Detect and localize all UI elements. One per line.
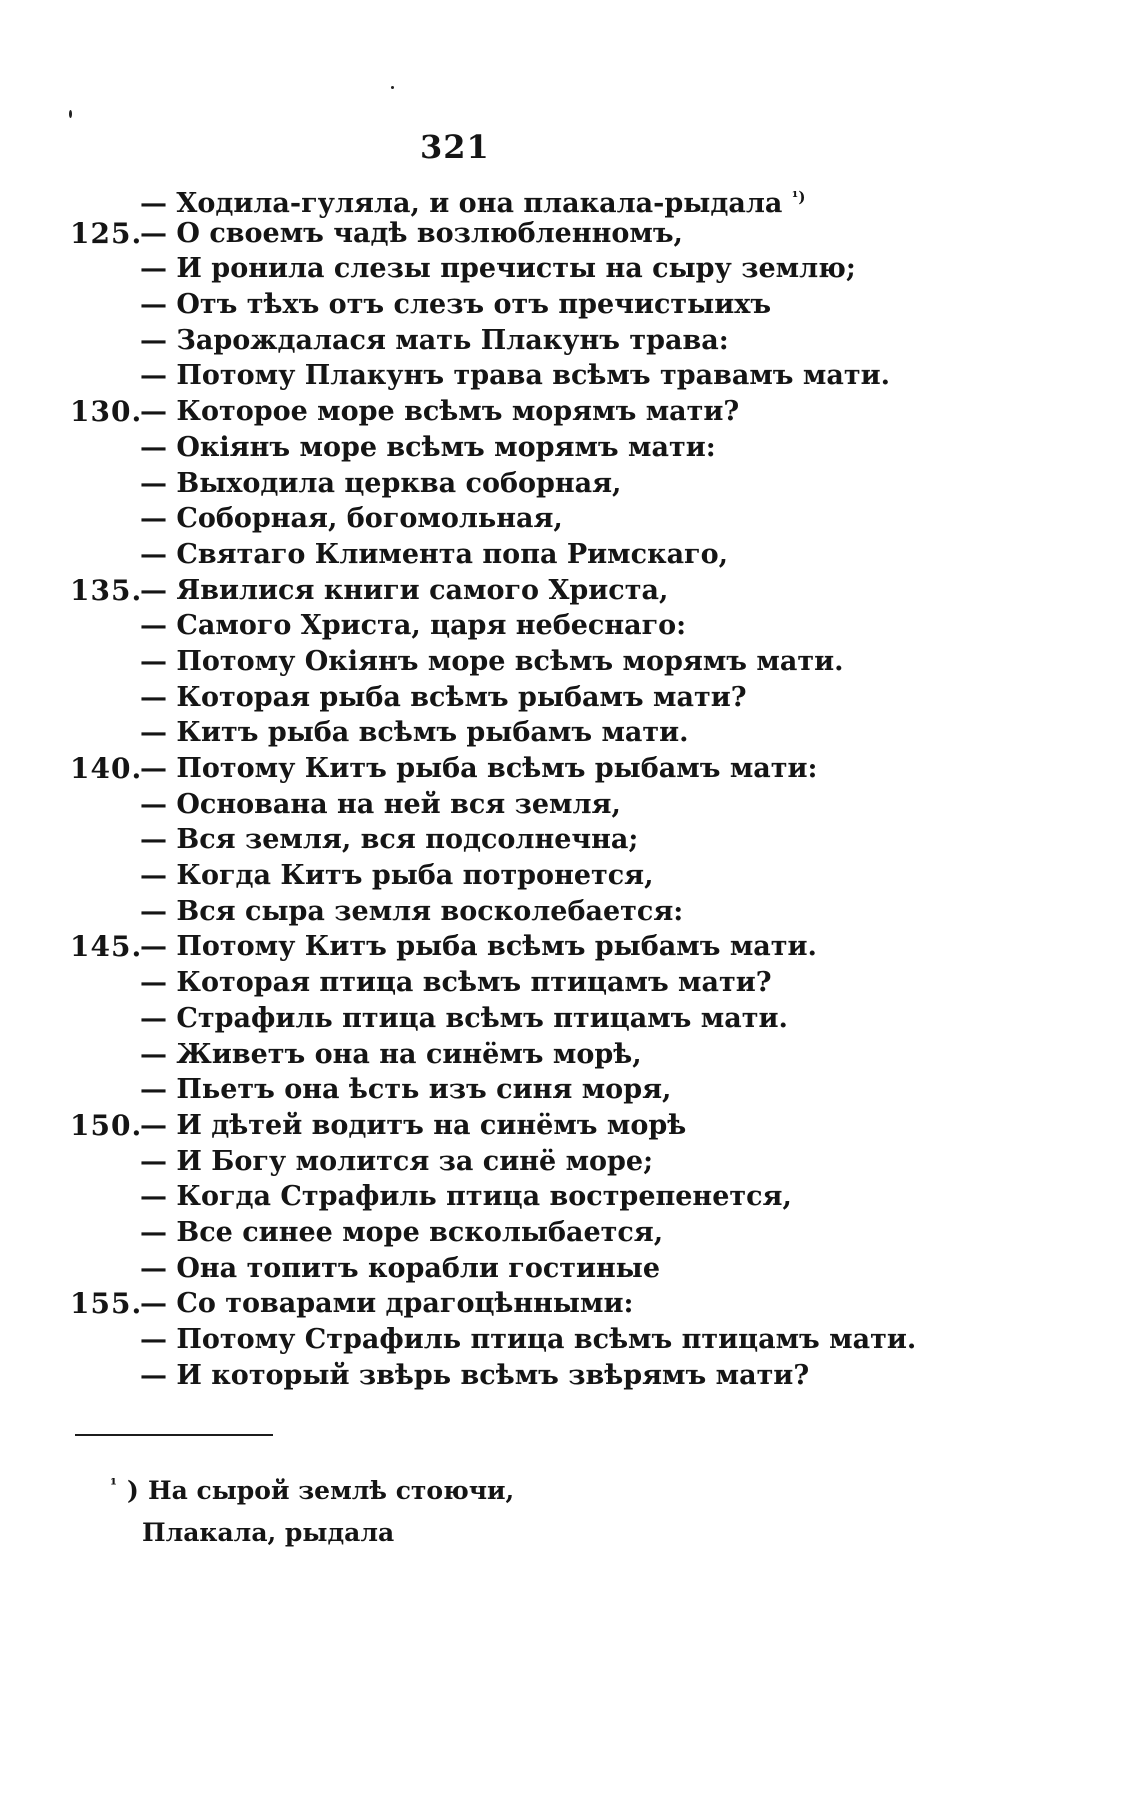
verse-line — [0, 822, 1140, 858]
footnote-reference[interactable]: ¹) — [791, 188, 806, 206]
verse-text — [140, 858, 654, 894]
verse-text-body: — Которое море всѣмъ морямъ мати? — [140, 396, 740, 428]
footnote-marker-paren: ) — [127, 1476, 139, 1505]
verse-text — [140, 644, 844, 680]
verse-line — [0, 216, 1140, 252]
verse-line-number: 150. — [70, 1108, 143, 1142]
verse-line — [0, 1144, 1140, 1180]
verse-line-number: 125. — [70, 216, 143, 250]
verse-text — [140, 1144, 653, 1180]
verse-text-body: — Потому Китъ рыба всѣмъ рыбамъ мати. — [140, 931, 817, 963]
verse-line — [0, 287, 1140, 323]
verse-line — [0, 1001, 1140, 1037]
verse-line — [0, 430, 1140, 466]
verse-text-body: — Живетъ она на синёмъ морѣ, — [140, 1038, 642, 1070]
verse-line-number: 130. — [70, 395, 143, 429]
verse-list — [0, 180, 1140, 1393]
verse-text-body: — Все синее море всколыбается, — [140, 1216, 664, 1248]
verse-text — [140, 1251, 660, 1287]
footnote-text: На сырой землѣ стоючи, — [148, 1476, 515, 1505]
verse-text-body: — Вся земля, вся подсолнечна; — [140, 824, 639, 856]
verse-line — [0, 1322, 1140, 1358]
verse-text — [140, 287, 771, 323]
verse-text-body: — Окіянъ море всѣмъ морямъ мати: — [140, 431, 716, 463]
verse-text-body: — Потому Китъ рыба всѣмъ рыбамъ мати: — [140, 753, 818, 784]
verse-text-body: — И который звѣрь всѣмъ звѣрямъ мати? — [140, 1359, 810, 1391]
footnote-line — [0, 1470, 1140, 1512]
verse-line — [0, 1251, 1140, 1287]
verse-line — [0, 1108, 1140, 1144]
verse-text-body: — И Богу молится за синё море; — [140, 1145, 654, 1177]
verse-text — [140, 751, 818, 787]
verse-text — [140, 1322, 916, 1358]
verse-line — [0, 573, 1140, 609]
verse-text-body: — Потому Страфиль птица всѣмъ птицамъ мати. — [140, 1324, 917, 1355]
verse-text-body: — И дѣтей водитъ на синёмъ морѣ — [140, 1109, 687, 1141]
verse-line — [0, 858, 1140, 894]
verse-line — [0, 644, 1140, 680]
verse-line — [0, 466, 1140, 502]
verse-line — [0, 894, 1140, 930]
verse-text-body: — Потому Плакунъ трава всѣмъ травамъ мати. — [140, 360, 891, 392]
verse-text-body: — Со товарами драгоцѣнными: — [140, 1288, 634, 1320]
verse-text — [140, 430, 716, 466]
verse-text — [140, 1037, 642, 1073]
verse-text — [140, 1286, 633, 1322]
verse-text — [140, 216, 683, 252]
verse-line — [0, 680, 1140, 716]
verse-line — [0, 1286, 1140, 1322]
verse-text — [140, 1072, 671, 1108]
verse-line — [0, 358, 1140, 394]
verse-line-number: 140. — [70, 752, 143, 785]
verse-line — [0, 251, 1140, 287]
verse-text-body: — Которая птица всѣмъ птицамъ мати? — [140, 967, 772, 999]
verse-text-body: — Пьетъ она ѣсть изъ синя моря, — [140, 1074, 672, 1106]
verse-text — [140, 680, 747, 716]
verse-line — [0, 608, 1140, 644]
verse-text-body: — Которая рыба всѣмъ рыбамъ мати? — [140, 681, 747, 713]
verse-text-body: — Она топитъ корабли гостиные — [140, 1252, 661, 1284]
verse-text-body: — Основана на ней вся земля, — [140, 788, 621, 820]
verse-text — [140, 1108, 686, 1144]
verse-text — [140, 537, 728, 573]
verse-line — [0, 1037, 1140, 1073]
verse-text-body: — Китъ рыба всѣмъ рыбамъ мати. — [140, 717, 689, 749]
verse-text-body: — Страфиль птица всѣмъ птицамъ мати. — [140, 1002, 788, 1034]
footnote-line — [0, 1512, 1140, 1554]
verse-line — [0, 1358, 1140, 1394]
verse-line-number: 135. — [70, 573, 143, 607]
verse-text-body: — Ходила-гуляла, и она плакала-рыдала — [140, 188, 783, 219]
verse-line — [0, 1215, 1140, 1251]
verse-text — [140, 787, 621, 823]
verse-text — [140, 573, 668, 609]
verse-text-body: — Самого Христа, царя небеснаго: — [140, 610, 687, 642]
verse-text — [140, 822, 638, 858]
verse-line — [0, 715, 1140, 751]
page-number: 321 — [420, 128, 490, 166]
print-speck — [69, 110, 72, 118]
verse-line — [0, 929, 1140, 965]
verse-line — [0, 323, 1140, 359]
verse-text — [140, 929, 817, 965]
verse-text-body: — Когда Китъ рыба потронется, — [140, 860, 654, 892]
verse-text — [140, 501, 563, 537]
verse-text — [140, 251, 856, 287]
verse-text-body: — О своемъ чадѣ возлюбленномъ, — [140, 217, 683, 249]
verse-line — [0, 501, 1140, 537]
verse-text — [140, 466, 621, 502]
verse-text — [140, 965, 772, 1001]
verse-text — [140, 894, 683, 930]
verse-line-number: 145. — [70, 930, 143, 964]
footnote — [0, 1470, 1140, 1554]
verse-text-body: — Когда Страфиль птица вострепенется, — [140, 1181, 792, 1213]
verse-text-body: — Потому Окіянъ море всѣмъ морямъ мати. — [140, 645, 844, 677]
verse-line — [0, 180, 1140, 219]
verse-text — [140, 1358, 809, 1394]
verse-text — [140, 608, 686, 644]
verse-text — [140, 1001, 788, 1037]
verse-text — [140, 715, 689, 751]
verse-text — [140, 323, 729, 359]
verse-text-body: — Выходила церква соборная, — [140, 467, 622, 499]
verse-line — [0, 965, 1140, 1001]
verse-text — [140, 394, 739, 430]
verse-text — [140, 1179, 792, 1215]
verse-line — [0, 1072, 1140, 1108]
verse-text-body: — Вся сыра земля восколебается: — [140, 895, 684, 927]
verse-text — [140, 1215, 663, 1251]
verse-text-body: — Отъ тѣхъ отъ слезъ отъ пречистыихъ — [140, 289, 772, 321]
verse-line — [0, 394, 1140, 430]
verse-line — [0, 1179, 1140, 1215]
verse-line-number: 155. — [70, 1287, 143, 1321]
verse-text-body: — Зарождалася мать Плакунъ трава: — [140, 324, 729, 356]
footnote-text: Плакала, рыдала — [142, 1518, 395, 1547]
verse-text-body: — Явилися книги самого Христа, — [140, 574, 669, 606]
verse-line — [0, 751, 1140, 787]
footnote-separator-rule — [75, 1434, 273, 1436]
verse-text-body: — Соборная, богомольная, — [140, 503, 563, 535]
footnote-marker: ¹ — [110, 1475, 118, 1494]
verse-text — [140, 358, 890, 394]
verse-line — [0, 787, 1140, 823]
verse-line — [0, 537, 1140, 573]
verse-text-body: — Святаго Климента попа Римскаго, — [140, 538, 729, 570]
verse-text-body: — И ронила слезы пречисты на сыру землю; — [140, 253, 856, 285]
print-speck — [391, 86, 394, 89]
